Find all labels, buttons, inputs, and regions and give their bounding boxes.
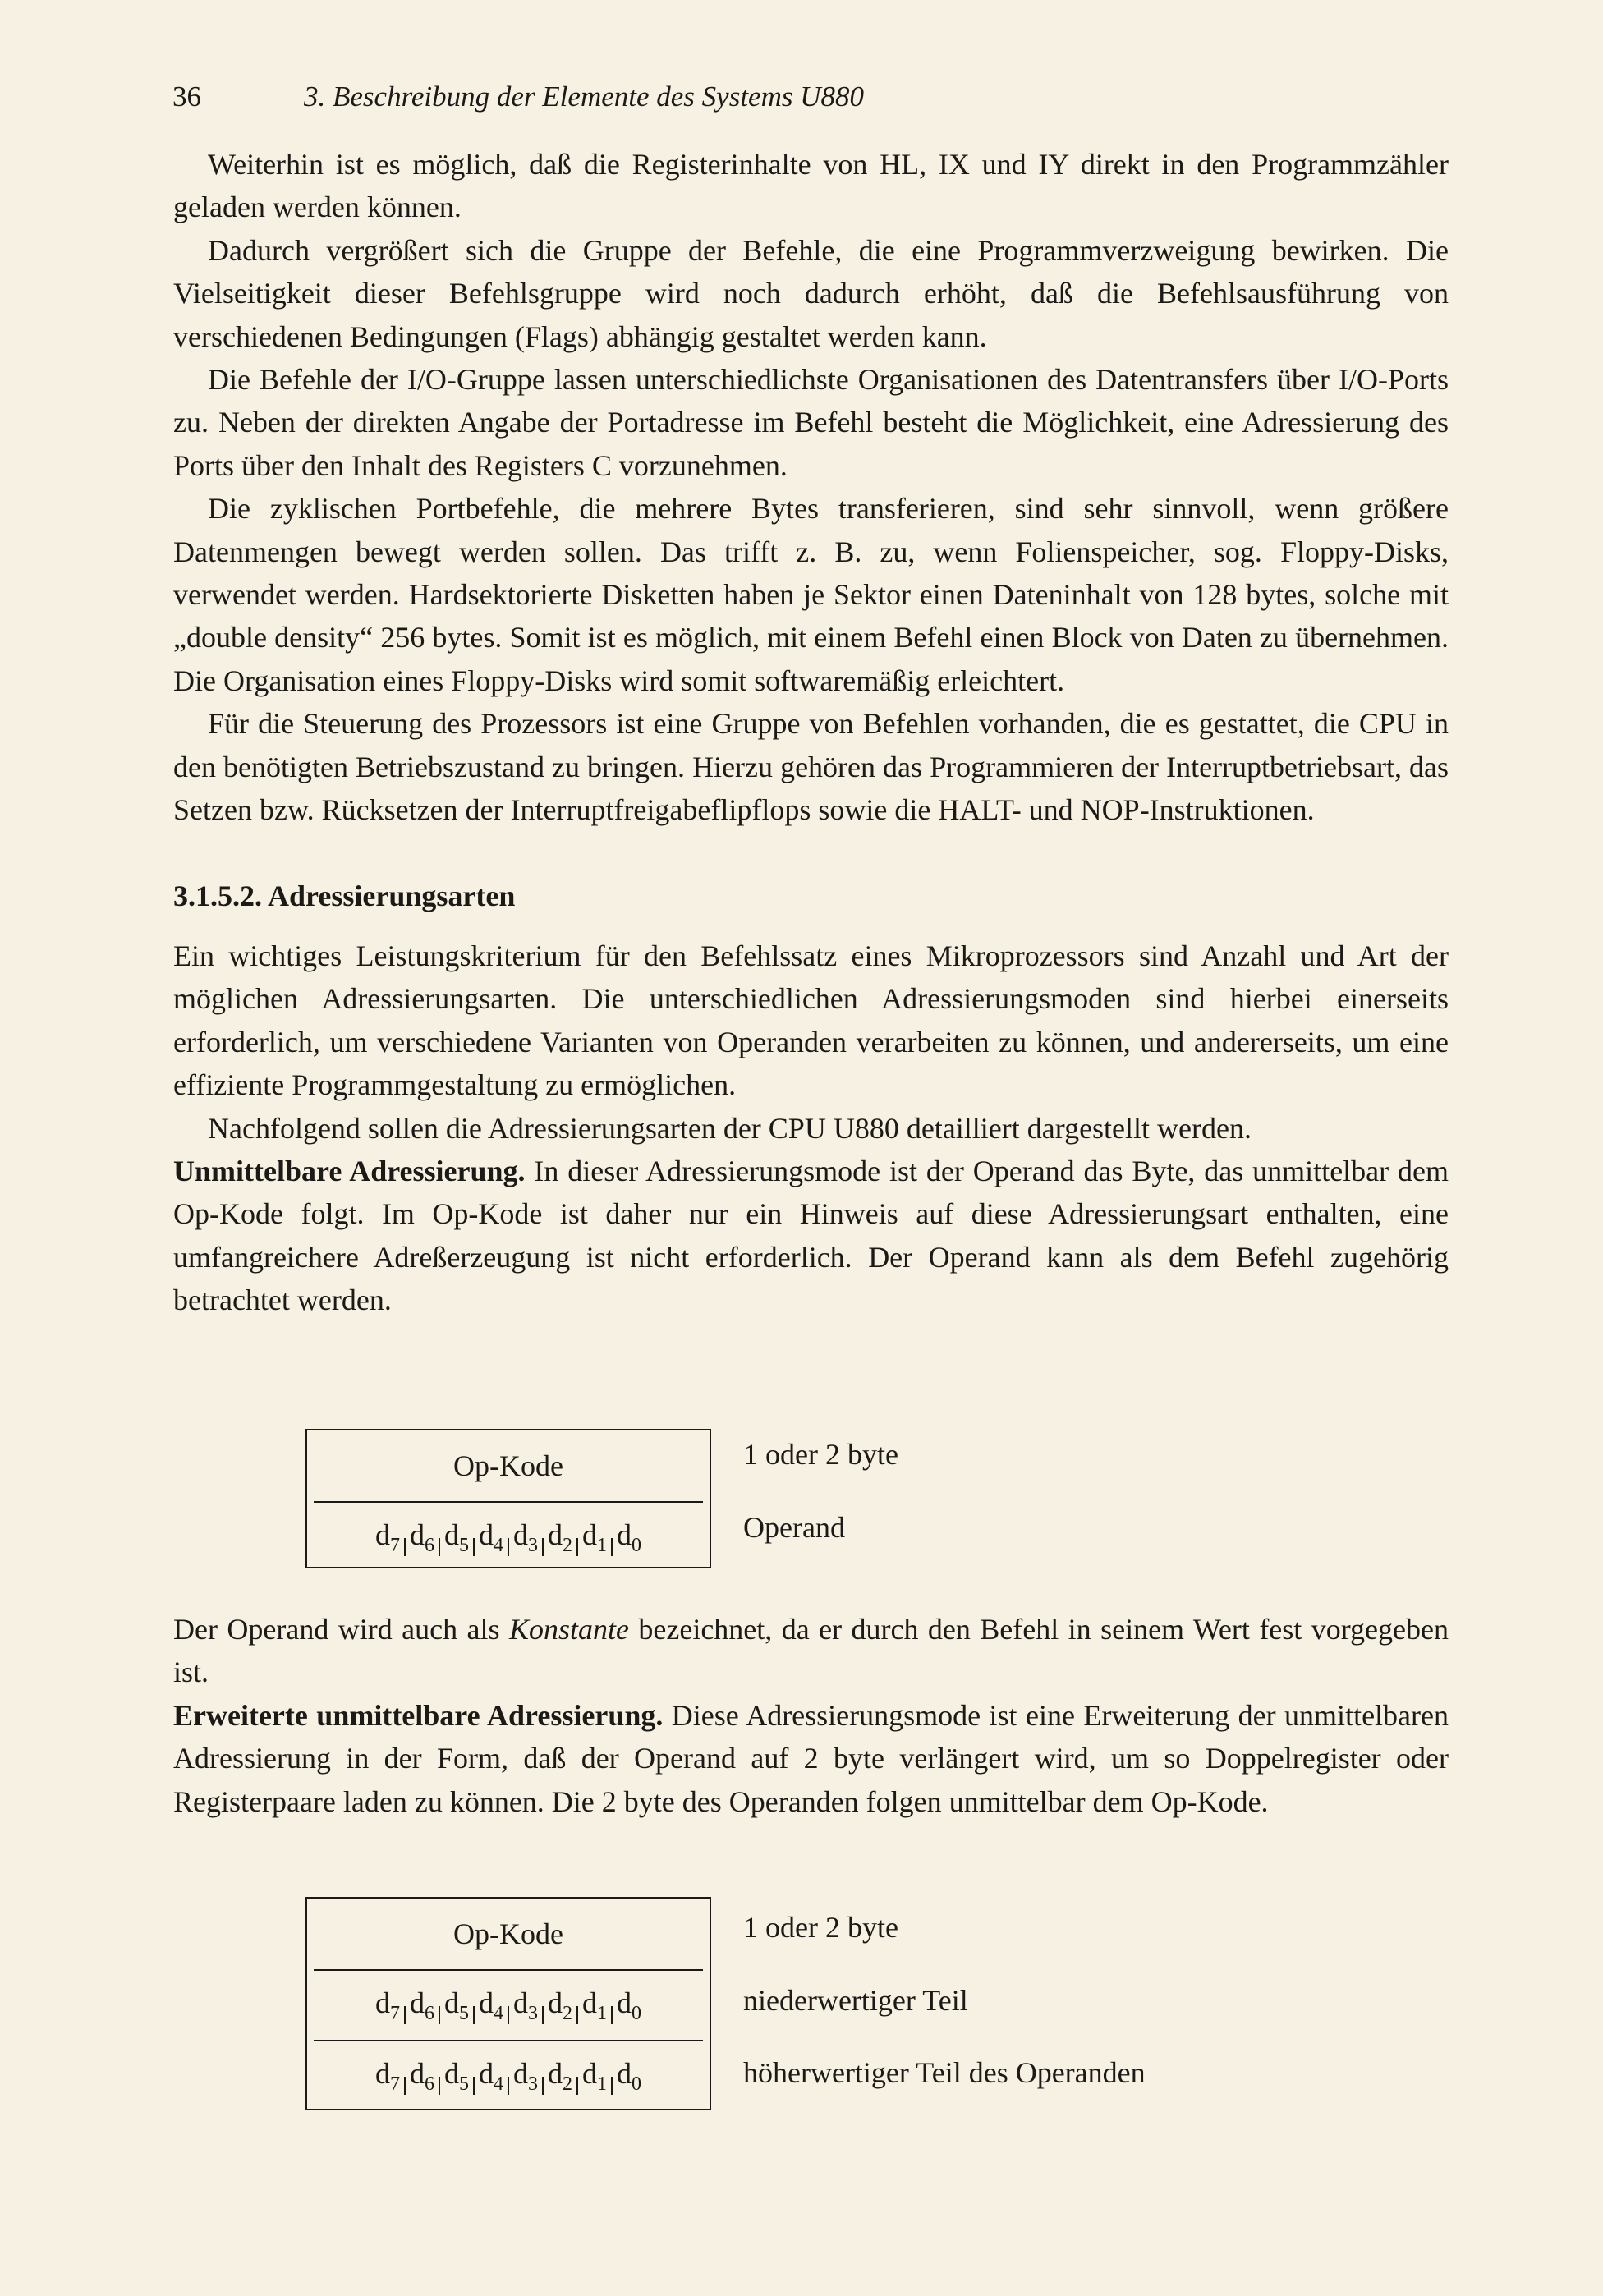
bit-label: $d_2$ xyxy=(548,2056,572,2096)
bit-label: $d_1$ xyxy=(582,2056,607,2096)
opcode-label: Op-Kode xyxy=(453,1449,563,1482)
bit-label: $d_6$ xyxy=(410,1518,434,1557)
bit-label: $d_3$ xyxy=(513,2056,538,2096)
bit-separator xyxy=(439,2006,440,2024)
bit-separator xyxy=(439,2077,440,2095)
operand-high-byte-row xyxy=(314,2040,703,2110)
page-number: 36 xyxy=(172,80,201,113)
paragraph: Dadurch vergrößert sich die Gruppe der Befehle, die eine Programmverzweigung bewirken. Die Vielseitigkeit dieser Befehlsgruppe wird noch dadurch erhöht, daß die Befehlsausführung von verschiedenen Bedingungen (Flags) abhängig gestaltet werden kann. xyxy=(173,233,1449,353)
bit-separator xyxy=(542,2077,544,2095)
label-opcode-size: 1 oder 2 byte xyxy=(743,1438,898,1471)
bit-separator xyxy=(404,2006,406,2024)
bit-label: $d_6$ xyxy=(410,2056,434,2096)
label-low-part: niederwertiger Teil xyxy=(743,1984,968,2017)
paragraph: Nachfolgend sollen die Adressierungsarten der CPU U880 detailliert dargestellt werden. xyxy=(208,1111,1252,1145)
bit-separator xyxy=(508,2006,509,2024)
paragraph-konstante xyxy=(173,1608,1449,1694)
text-erweitert: Diese Adressierungsmode ist eine Erweiterung der unmittelbaren Adressierung in der Form, daß der Operand auf 2 byte verlängert wird, um so Doppelregister oder Registerpaare laden zu können. Die 2 byte des Operanden folgen unmittelbar dem Op-Kode. xyxy=(173,1698,1449,1818)
opcode-cell xyxy=(307,1430,710,1501)
paragraph: Weiterhin ist es möglich, daß die Registerinhalte von HL, IX und IY direkt in den Programmzähler geladen werden können. xyxy=(173,148,1449,224)
bit-label: $d_4$ xyxy=(479,1518,503,1557)
bit-separator xyxy=(473,1538,475,1556)
bit-label: $d_0$ xyxy=(617,1986,641,2025)
operand-byte-row xyxy=(314,1501,703,1572)
text-unmittelbar: In dieser Adressierungsmode ist der Operand das Byte, das unmittelbar dem Op-Kode folgt. Im Op-Kode ist daher nur ein Hinweis auf diese Adressierungsart enthalten, eine umfangreichere Adreßerzeugung ist nicht erforderlich. Der Operand kann als dem Befehl zugehörig betrachtet werden. xyxy=(173,1154,1449,1317)
bit-label: $d_0$ xyxy=(617,2056,641,2096)
term-konstante: Konstante xyxy=(508,1613,629,1646)
paragraph: Die zyklischen Portbefehle, die mehrere Bytes transferieren, sind sehr sinnvoll, wenn größere Datenmengen bewegt werden sollen. Das trifft z. B. zu, wenn Folienspeicher, sog. Floppy-Disks, verwendet werden. Hardsektorierte Disketten haben je Sektor einen Dateninhalt von 128 bytes, solche mit „double density“ 256 bytes. Somit ist es möglich, mit einem Befehl einen Block von Daten zu übernehmen. Die Organisation eines Floppy-Disks wird somit softwaremäßig erleichtert. xyxy=(173,492,1449,697)
bit-label: $d_7$ xyxy=(375,1986,400,2025)
operand-low-byte-row xyxy=(314,1969,703,2040)
opcode-cell xyxy=(307,1899,710,1969)
main-text xyxy=(173,143,1449,1322)
bit-separator xyxy=(542,2006,544,2024)
bit-label: $d_7$ xyxy=(375,2056,400,2096)
paragraph: Die Befehle der I/O-Gruppe lassen unterschiedlichste Organisationen des Datentransfers über I/O-Ports zu. Neben der direkten Angabe der Portadresse im Befehl besteht die Möglichkeit, eine Adressierung des Ports über den Inhalt des Registers C vorzunehmen. xyxy=(173,363,1449,482)
bit-separator xyxy=(404,2077,406,2095)
bit-label: $d_4$ xyxy=(479,1986,503,2025)
bit-separator xyxy=(439,1538,440,1556)
bit-separator xyxy=(576,2077,578,2095)
bit-label: $d_5$ xyxy=(444,2056,469,2096)
bit-separator xyxy=(576,2006,578,2024)
bit-label: $d_2$ xyxy=(548,1986,572,2025)
bit-label: $d_2$ xyxy=(548,1518,572,1557)
bit-separator xyxy=(611,2006,613,2024)
bit-separator xyxy=(508,1538,509,1556)
bit-row xyxy=(374,2056,642,2096)
bit-label: $d_3$ xyxy=(513,1518,538,1557)
bit-label: $d_1$ xyxy=(582,1986,607,2025)
bit-separator xyxy=(473,2077,475,2095)
text: bezeichnet, da er durch den Befehl in seinem Wert fest vorgegeben ist. xyxy=(173,1613,1449,1689)
label-operand: Operand xyxy=(743,1511,845,1544)
section-heading: 3.1.5.2. Adressierungsarten xyxy=(173,879,516,912)
bit-separator xyxy=(508,2077,509,2095)
bit-separator xyxy=(542,1538,544,1556)
bit-label: $d_0$ xyxy=(617,1518,641,1557)
main-text-2 xyxy=(173,1608,1449,1823)
term-unmittelbar: Unmittelbare Adressierung. xyxy=(173,1154,526,1187)
bit-separator xyxy=(473,2006,475,2024)
bit-separator xyxy=(576,1538,578,1556)
register-diagram-1 xyxy=(305,1429,711,1568)
text: Der Operand wird auch als xyxy=(173,1613,509,1646)
label-opcode-size-2: 1 oder 2 byte xyxy=(743,1911,898,1944)
bit-label: $d_7$ xyxy=(375,1518,400,1557)
paragraph: Ein wichtiges Leistungskriterium für den Befehlssatz eines Mikroprozessors sind Anzahl und Art der möglichen Adressierungsarten. Die unterschiedlichen Adressierungsmoden sind hierbei einerseits erforderlich, um verschiedene Varianten von Operanden verarbeiten zu können, und andererseits, um eine effiziente Programmgestaltung zu ermöglichen. xyxy=(173,939,1449,1102)
paragraph-unmittelbar xyxy=(173,1150,1449,1322)
bit-label: $d_3$ xyxy=(513,1986,538,2025)
term-erweitert: Erweiterte unmittelbare Adressierung. xyxy=(173,1698,664,1732)
bit-separator xyxy=(611,2077,613,2095)
bit-label: $d_5$ xyxy=(444,1986,469,2025)
bit-row xyxy=(374,1518,642,1557)
bit-label: $d_6$ xyxy=(410,1986,434,2025)
bit-label: $d_1$ xyxy=(582,1518,607,1557)
opcode-label: Op-Kode xyxy=(453,1917,563,1950)
bit-separator xyxy=(611,1538,613,1556)
bit-row xyxy=(374,1986,642,2025)
label-high-part: höherwertiger Teil des Operanden xyxy=(743,2056,1146,2089)
running-title: 3. Beschreibung der Elemente des Systems U880 xyxy=(304,80,865,113)
bit-separator xyxy=(404,1538,406,1556)
bit-label: $d_4$ xyxy=(479,2056,503,2096)
bit-label: $d_5$ xyxy=(444,1518,469,1557)
register-diagram-2 xyxy=(305,1897,711,2110)
paragraph-erweitert xyxy=(173,1694,1449,1823)
paragraph: Für die Steuerung des Prozessors ist eine Gruppe von Befehlen vorhanden, die es gestattet, die CPU in den benötigten Betriebszustand zu bringen. Hierzu gehören das Programmieren der Interruptbetriebsart, das Setzen bzw. Rücksetzen der Interruptfreigabeflipflops sowie die HALT- und NOP-Instruktionen. xyxy=(173,707,1449,827)
